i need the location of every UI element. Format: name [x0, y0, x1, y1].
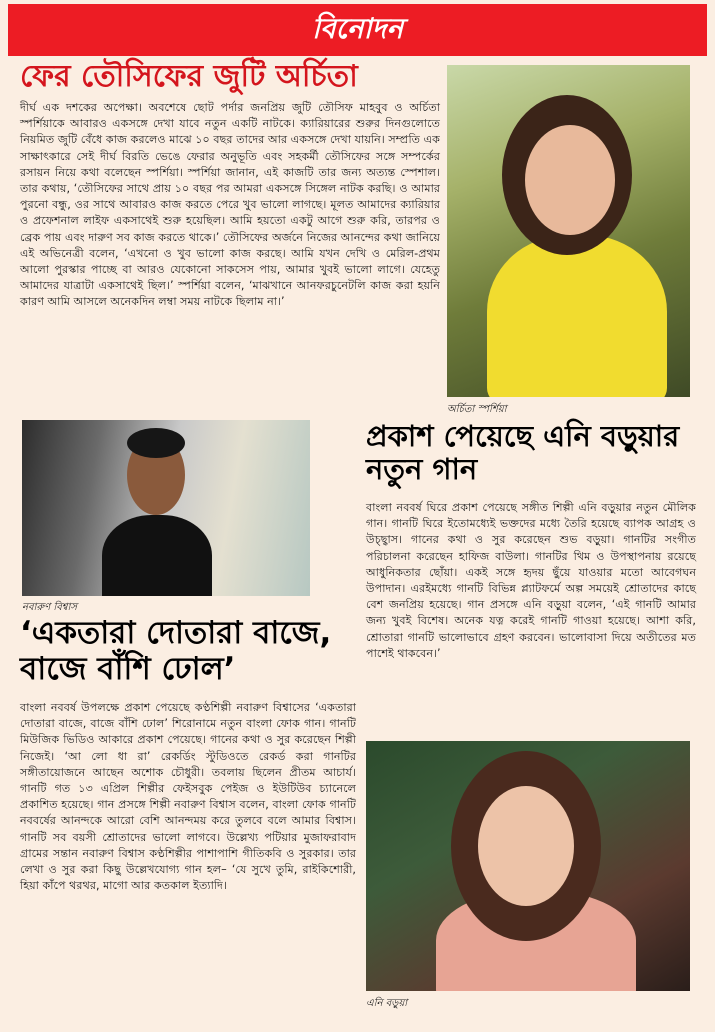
section-banner	[8, 4, 707, 56]
naborun-photo-caption: নবারুণ বিশ্বাস	[22, 602, 77, 613]
ani-barua-photo-caption: এনি বড়ুয়া	[366, 998, 408, 1009]
ani-barua-photo	[366, 741, 690, 991]
article2-headline: প্রকাশ পেয়েছে এনি বড়ুয়ার নতুন গান	[366, 419, 680, 487]
archita-photo	[447, 65, 690, 397]
article2-body: বাংলা নববর্ষ ঘিরে প্রকাশ পেয়েছে সঙ্গীত শিল্পী এনি বড়ুয়ার নতুন মৌলিক গান। গানটি ঘিরে ইতোমধ্যেই ভক্তদের মধ্যে তৈরি হয়েছে ব্যাপক আগ্রহ ও উচ্ছ্বাস। গানের কথা ও সুর করেছেন শুভ বড়ুয়া। গানটির সংগীত পরিচালনা করেছেন হাফিজ বাউলা। গানটির থিম ও উপস্থাপনায় রয়েছে আধুনিকতার ছোঁয়া। একই সঙ্গে হৃদয় ছুঁয়ে যাওয়ার মতো আবেগঘন উপাদান। এরইমধ্যে গানটি বিভিন্ন প্ল্যাটফর্মে অল্প সময়েই শ্রোতাদের কাছে বেশ জনপ্রিয় হয়েছে। গান প্রসঙ্গে এনি বড়ুয়া বলেন, ‘এই গানটি আমার জন্য খুবই বিশেষ। অনেক যত্ন করেই গানটি গাওয়া হয়েছে। আশা করি, শ্রোতারা গানটি ভালোভাবে গ্রহণ করবেন। ভালোবাসা দিয়ে অতীতের মত পাশেই থাকবেন।’	[366, 501, 696, 660]
section-title: বিনোদন	[311, 11, 404, 45]
archita-photo-caption: অর্চিতা স্পর্শিয়া	[447, 404, 507, 415]
naborun-photo	[22, 420, 310, 596]
article3-headline: ‘একতারা দোতারা বাজে, বাজে বাঁশি ঢোল’	[20, 615, 332, 687]
article1-headline: ফের তৌসিফের জুটি অর্চিতা	[20, 59, 358, 94]
article3-body: বাংলা নববর্ষ উপলক্ষে প্রকাশ পেয়েছে কণ্ঠশিল্পী নবারুণ বিশ্বাসের ‘একতারা দোতারা বাজে, বাজে বাঁশি ঢোল’ শিরোনামে নতুন বাংলা ফোক গান। গানটি মিউজিক ভিডিও আকারে প্রকাশ পেয়েছে। গানের কথা ও সুর করেছেন শিল্পী নিজেই। ‘আ লো ধা রা’ রেকর্ডিং স্টুডিওতে রেকর্ড করা গানটির সঙ্গীতায়োজনে আছেন অশোক চৌধুরী। তবলায় ছিলেন প্রীতম আচার্য। গানটি গত ১৩ এপ্রিল শিল্পীর ফেইসবুক পেইজ ও ইউটিউব চ্যানেলে প্রকাশিত হয়েছে। গান প্রসঙ্গে শিল্পী নবারুণ বিশ্বাস বলেন, বাংলা ফোক গানটি নববর্ষের আনন্দকে আরো বেশি আনন্দময় করে তুলবে বলে আমার বিশ্বাস। গানটি সব বয়সী শ্রোতাদের ভালো লাগবে। উল্লেখ্য পটিয়ার মুজাফরাবাদ গ্রামের সন্তান নবারুণ বিশ্বাস কণ্ঠশিল্পীর পাশাপাশি গীতিকবি ও সুরকার। তার লেখা ও সুর করা কিছু উল্লেখযোগ্য গান হল– ‘যে সুখে তুমি, রাইকিশোরী, হিয়া কাঁপে থরথর, মাগো আর কতকাল ইত্যাদি।	[20, 701, 356, 893]
article1-body: দীর্ঘ এক দশকের অপেক্ষা। অবশেষে ছোট পর্দার জনপ্রিয় জুটি তৌসিফ মাহবুব ও অর্চিতা স্পর্শিয়াকে আবারও একসঙ্গে দেখা যাবে নতুন একটি নাটকে। ক্যারিয়ারের শুরুর দিনগুলোতে নিয়মিত জুটি বেঁধে কাজ করলেও মাঝে ১০ বছর তাদের আর একসঙ্গে দেখা যায়নি। সম্প্রতি এক সাক্ষাৎকারে সেই দীর্ঘ বিরতি ভেঙে ফেরার অনুভূতি এবং সহকর্মী তৌসিফের সঙ্গে সম্পর্কের রসায়ন নিয়ে কথা বলেছেন স্পর্শিয়া। স্পর্শিয়া জানান, এই কাজটি তার জন্য অত্যন্ত স্পেশাল। তার কথায়, ‘তৌসিফের সাথে প্রায় ১০ বছর পর আমরা একসঙ্গে সিঙ্গেল নাটক করছি। ও আমার পুরনো বন্ধু, ওর সাথে আবারও কাজ করতে পেরে খুব ভালো লাগছে। মূলত আমাদের ক্যারিয়ার ও প্রফেশনাল লাইফ একসাথেই শুরু হয়েছিল। আমি হয়তো একটু আগে শুরু করি, তারপর ও ব্রেক পায় এবং দারুণ সব কাজ করতে থাকে।’ তৌসিফের অর্জনে নিজের আনন্দের কথা জানিয়ে এই অভিনেত্রী বলেন, ‘এখনো ও খুব ভালো কাজ করছে। আমি যখন দেখি ও মেরিল-প্রথম আলো পুরস্কার পাচ্ছে বা আরও যেকোনো সাকসেস পায়, আমার খুবই ভালো লাগে। যেহেতু আমাদের যাত্রাটা একসাথেই ছিল।’ স্পর্শিয়া বলেন, ‘মাঝখানে আনফরচুনেটলি কাজ করা হয়নি কারণ আমি আসলে অনেকদিন লম্বা সময় নাটকে ছিলাম না।’	[20, 101, 440, 309]
